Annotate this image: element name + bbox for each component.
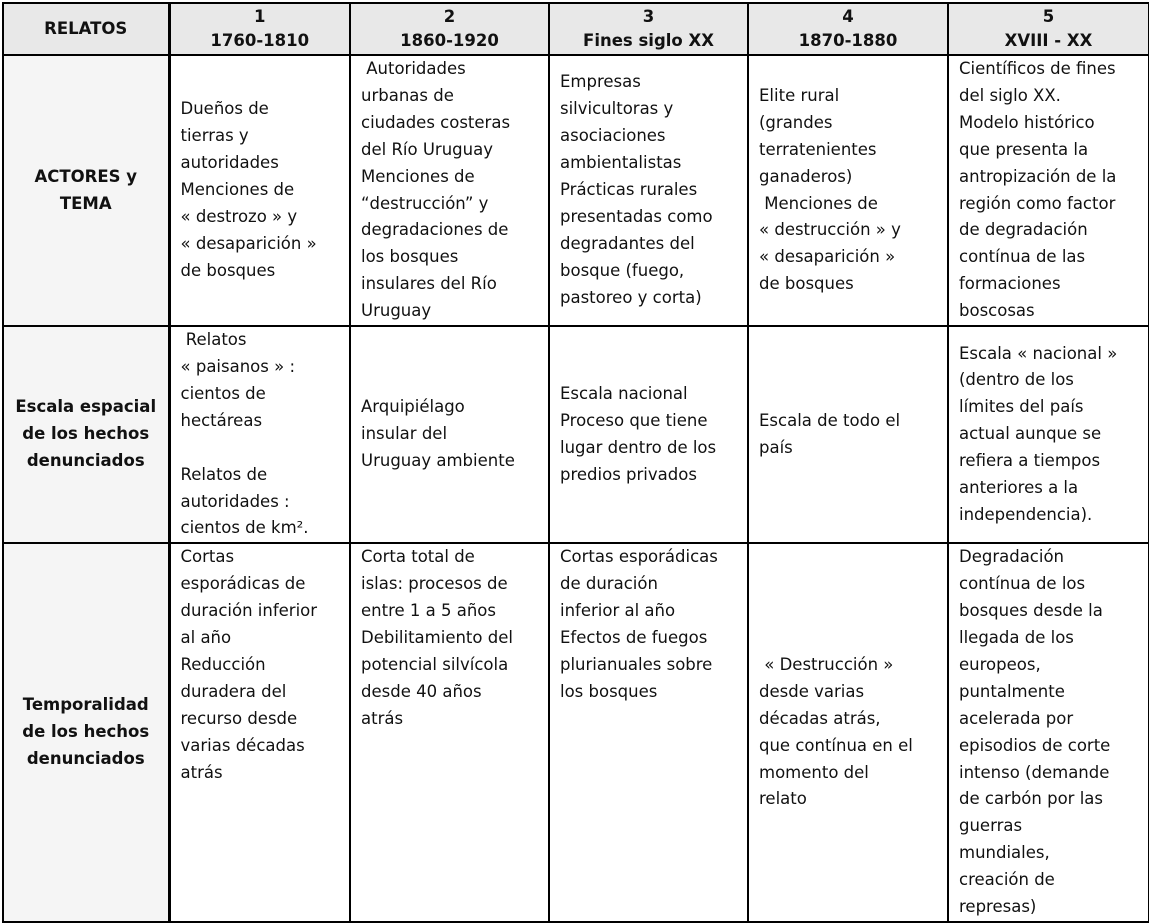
table-cell	[169, 543, 350, 922]
cell-line: « paisanos » :	[180, 356, 296, 376]
cell-line: autoridades :	[180, 491, 290, 511]
cell-line: Cortas	[180, 547, 235, 567]
cell-line: décadas atrás,	[759, 708, 881, 728]
cell-line: de degradación	[959, 220, 1088, 240]
relatos-table	[2, 2, 1149, 923]
cell-line: Uruguay	[361, 301, 432, 321]
cell-line: intenso (demande	[959, 762, 1110, 782]
cell-line: varias décadas	[180, 735, 305, 755]
cell-line: llegada de los	[959, 628, 1074, 648]
cell-line: Degradación	[959, 547, 1065, 567]
cell-line: urbanas de	[361, 85, 454, 105]
cell-line: contínua de las	[959, 247, 1086, 267]
cell-line: Escala nacional	[560, 383, 688, 403]
column-number: 2	[443, 7, 456, 26]
cell-line: insular del	[361, 424, 448, 444]
column-header-5	[948, 3, 1149, 55]
cell-line: autoridades	[180, 153, 279, 173]
column-header-1	[169, 3, 350, 55]
cell-line: país	[759, 437, 793, 457]
table-cell	[948, 326, 1149, 543]
cell-line: hectáreas	[180, 410, 263, 430]
cell-line: insulares del Río	[361, 274, 497, 294]
cell-line: Corta total de	[361, 547, 475, 567]
column-header-3	[549, 3, 748, 55]
column-number: 5	[1042, 7, 1055, 26]
column-period: XVIII - XX	[1004, 31, 1093, 50]
column-number: 4	[842, 7, 854, 26]
column-period: 1760-1810	[210, 31, 310, 50]
cell-line: Arquipiélago	[361, 397, 465, 417]
cell-line: de bosques	[759, 274, 854, 294]
table-cell	[169, 55, 350, 326]
cell-line: que presenta la	[959, 139, 1089, 159]
table-row	[3, 543, 1149, 922]
cell-line: Uruguay ambiente	[361, 451, 515, 471]
cell-line: momento del	[759, 762, 869, 782]
cell-line: Escala de todo el	[759, 410, 901, 430]
cell-line: predios privados	[560, 464, 697, 484]
cell-line: represas)	[959, 897, 1037, 917]
cell-line: Menciones de	[759, 193, 878, 213]
table-cell	[549, 55, 748, 326]
cell-line: duradera del	[180, 681, 287, 701]
cell-line: de carbón por las	[959, 789, 1103, 809]
cell-line: degradantes del	[560, 233, 695, 253]
cell-line: entre 1 a 5 años	[361, 601, 496, 621]
cell-line: europeos,	[959, 654, 1041, 674]
cell-line: Reducción	[180, 654, 266, 674]
row-header-actores: ACTORES y TEMA	[3, 55, 169, 326]
cell-line: « destrozo » y	[180, 206, 298, 226]
cell-line	[181, 435, 344, 462]
cell-line: región como factor	[959, 193, 1116, 213]
cell-line: “destrucción” y	[361, 193, 489, 213]
cell-line: Cortas esporádicas	[560, 547, 718, 567]
cell-line: refiera a tiempos	[959, 451, 1101, 471]
cell-line: esporádicas de	[180, 574, 306, 594]
cell-line: mundiales,	[959, 843, 1050, 863]
table-cell	[748, 326, 948, 543]
table-cell	[350, 543, 549, 922]
table-cell	[948, 543, 1149, 922]
cell-line: de bosques	[180, 260, 276, 280]
cell-line: límites del país	[959, 397, 1084, 417]
table-cell	[549, 543, 748, 922]
table-cell	[748, 55, 948, 326]
table-row	[3, 55, 1149, 326]
table-cell	[748, 543, 948, 922]
cell-line: terratenientes	[759, 139, 877, 159]
cell-line: recurso desde	[180, 708, 298, 728]
cell-line: Modelo histórico	[959, 112, 1095, 132]
cell-line: bosques desde la	[959, 601, 1103, 621]
row-header-temporalidad: Temporalidad de los hechos denunciados	[3, 543, 169, 922]
cell-line: silvicultoras y	[560, 99, 674, 119]
column-period: Fines siglo XX	[583, 31, 714, 50]
table-cell	[549, 326, 748, 543]
cell-line: Elite rural	[759, 85, 840, 105]
table-cell	[169, 326, 350, 543]
cell-line: plurianuales sobre	[560, 654, 713, 674]
cell-line: « Destrucción »	[759, 654, 894, 674]
cell-line: degradaciones de	[361, 220, 509, 240]
cell-line: al año	[180, 628, 232, 648]
cell-line: « desaparición »	[759, 247, 896, 267]
column-period: 1860-1920	[400, 31, 499, 50]
cell-line: Relatos de	[180, 464, 268, 484]
cell-line: puntalmente	[959, 681, 1065, 701]
corner-header: RELATOS	[3, 3, 169, 55]
column-header-4	[748, 3, 948, 55]
cell-line: Relatos	[180, 330, 247, 350]
cell-line: los bosques	[560, 681, 658, 701]
header-row	[3, 3, 1149, 55]
cell-line: desde 40 años	[361, 681, 482, 701]
cell-line: acelerada por	[959, 708, 1074, 728]
cell-line: de duración	[560, 574, 658, 594]
cell-line: atrás	[180, 762, 223, 782]
cell-line: relato	[759, 789, 807, 809]
cell-line: bosque (fuego,	[560, 260, 685, 280]
cell-line: islas: procesos de	[361, 574, 508, 594]
cell-line: atrás	[361, 708, 404, 728]
cell-line: Debilitamiento del	[361, 628, 513, 648]
cell-line: independencia).	[959, 504, 1093, 524]
table-cell	[350, 55, 549, 326]
cell-line: (dentro de los	[959, 370, 1074, 390]
cell-line: guerras	[959, 816, 1023, 836]
cell-line: desde varias	[759, 681, 865, 701]
cell-line: anteriores a la	[959, 478, 1079, 498]
cell-line: contínua de los	[959, 574, 1086, 594]
cell-line: del Río Uruguay	[361, 139, 493, 159]
cell-line: presentadas como	[560, 206, 713, 226]
cell-line: (grandes	[759, 112, 833, 132]
cell-line: tierras y	[180, 126, 249, 146]
row-header-escala: Escala espacial de los hechos denunciados	[3, 326, 169, 543]
cell-line: potencial silvícola	[361, 654, 509, 674]
cell-line: ciudades costeras	[361, 112, 511, 132]
column-number: 3	[642, 7, 655, 26]
cell-line: Autoridades	[361, 59, 466, 78]
cell-line: Escala « nacional »	[959, 343, 1118, 363]
cell-line: del siglo XX.	[959, 85, 1061, 105]
cell-line: Menciones de	[361, 166, 475, 186]
cell-line: creación de	[959, 870, 1055, 890]
cell-line: Proceso que tiene	[560, 410, 708, 430]
cell-line: asociaciones	[560, 126, 666, 146]
column-number: 1	[254, 7, 266, 26]
cell-line: inferior al año	[560, 601, 676, 621]
cell-line: Científicos de fines	[959, 59, 1116, 78]
cell-line: episodios de corte	[959, 735, 1111, 755]
cell-line: que contínua en el	[759, 735, 913, 755]
cell-line: lugar dentro de los	[560, 437, 717, 457]
table-cell	[350, 326, 549, 543]
cell-line: ambientalistas	[560, 153, 682, 173]
cell-line: Dueños de	[180, 99, 269, 119]
cell-line: « desaparición »	[180, 233, 317, 253]
table-row	[3, 326, 1149, 543]
cell-line: Efectos de fuegos	[560, 628, 708, 648]
cell-line: boscosas	[959, 301, 1035, 321]
cell-line: duración inferior	[180, 601, 318, 621]
table-cell	[948, 55, 1149, 326]
cell-line: antropización de la	[959, 166, 1117, 186]
cell-line: « destrucción » y	[759, 220, 901, 240]
cell-line: Menciones de	[180, 180, 295, 200]
cell-line: los bosques	[361, 247, 459, 267]
cell-line: cientos de km².	[180, 518, 309, 538]
column-period: 1870-1880	[798, 31, 898, 50]
cell-line: pastoreo y corta)	[560, 287, 702, 307]
cell-line: Prácticas rurales	[560, 180, 698, 200]
cell-line: ganaderos)	[759, 166, 853, 186]
cell-line: formaciones	[959, 274, 1061, 294]
column-header-2	[350, 3, 549, 55]
cell-line: Empresas	[560, 72, 641, 92]
cell-line: cientos de	[180, 383, 266, 403]
cell-line: actual aunque se	[959, 424, 1102, 444]
